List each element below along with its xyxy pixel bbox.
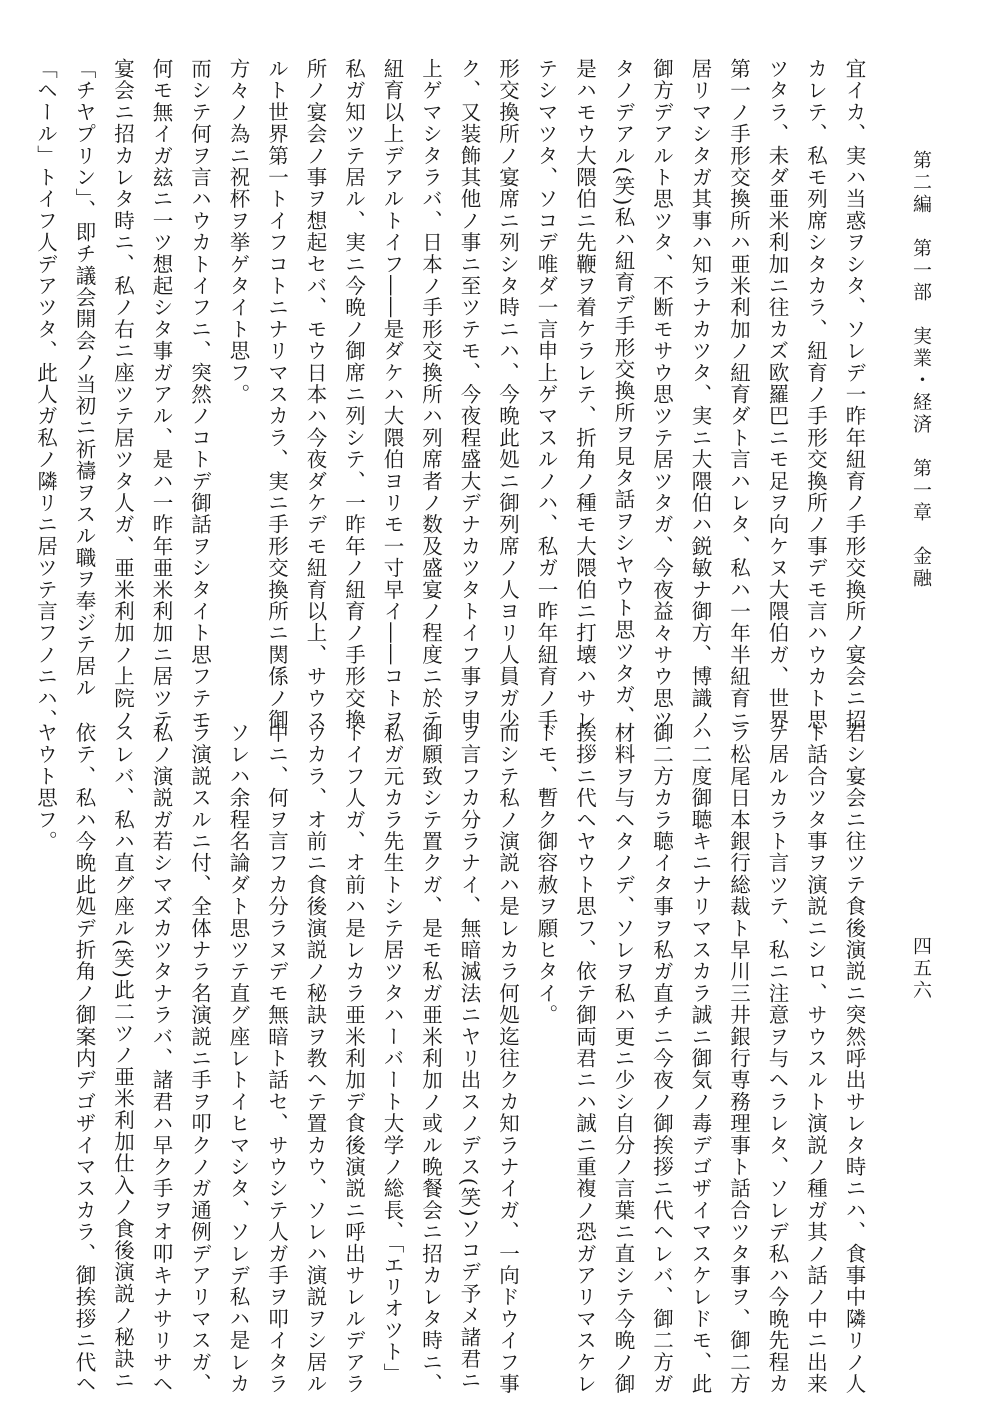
text-line: 御二方カラ聴イタ事ヲ私ガ直チニ今夜ノ御挨拶ニ代ヘレバ、御二方ガ bbox=[649, 722, 674, 1395]
text-line: 御願致シテ置クガ、是モ私ガ亜米利加ノ或ル晩餐会ニ招カレタ時ニ、 bbox=[418, 722, 443, 1395]
text-line: 所ノ宴会ノ事ヲ想起セバ、モウ日本ハ今夜ダケデモ紐育以上、サウス bbox=[303, 58, 327, 731]
text-line: 私ガ元カラ先生トシテ居ツタハーバート大学ノ総長、「エリオツト」 bbox=[380, 722, 404, 1385]
text-line: タノデアル(笑)私ハ紐育デ手形交換所ヲ見タ話ヲシヤウト思ツタガ、 bbox=[611, 58, 635, 728]
text-line: カレテ、私モ列席シタカラ、紐育ノ手形交換所ノ事デモ言ハウカト思 bbox=[803, 58, 828, 731]
text-line: ト話合ツタ事ヲ演説ニシロ、サウスルト演説ノ種ガ其ノ話ノ中ニ出来 bbox=[803, 722, 828, 1395]
text-line: 「ヘール」トイフ人デアツタ、此人ガ私ノ隣リニ居ツテ言フノニハ、 bbox=[33, 58, 58, 731]
text-line: ク、又装飾其他ノ事ニ至ツテモ、今夜程盛大デナカツタトイフ事ヲ申 bbox=[457, 58, 481, 731]
upper-text-block bbox=[33, 58, 873, 731]
text-line: 挨拶ニ代ヘヤウト思フ、依テ御両君ニハ誠ニ重複ノ恐ガアリマスケレ bbox=[572, 722, 597, 1395]
text-line: 依テ、私ハ今晩此処デ折角ノ御案内デゴザイマスカラ、御挨拶ニ代ヘ bbox=[72, 722, 96, 1395]
text-line: ルト世界第一トイフコトニナリマスカラ、実ニ手形交換所ニ関係ノ御 bbox=[264, 58, 289, 731]
text-line: ハ二度御聴キニナリマスカラ誠ニ御気ノ毒デゴザイマスケレドモ、此 bbox=[688, 722, 712, 1395]
text-line: 材料ヲ与ヘタノデ、ソレヲ私ハ更ニ少シ自分ノ言葉ニ直シテ今晩ノ御 bbox=[611, 722, 635, 1395]
text-line: テシマツタ、ソコデ唯ダ一言申上ゲマスルノハ、私ガ一昨年紐育ノ手 bbox=[534, 58, 558, 731]
text-line: 御方デアルト思ツタ、不断モサウ思ツテ居ツタガ、今夜益々サウ思ツ bbox=[649, 58, 674, 731]
lower-text-block bbox=[33, 722, 873, 1395]
text-line: ヲ言フカ分ラナイ、無暗滅法ニヤリ出スノデス(笑)ソコデ予メ諸君ニ bbox=[457, 722, 481, 1392]
text-line: 形交換所ノ宴席ニ列シタ時ニハ、今晩此処ニ御列席ノ人ヨリ人員ガ少 bbox=[495, 58, 520, 731]
text-line: 紐育以上デアルトイフ――是ダケハ大隈伯ヨリモ一寸早イ――コトヲ bbox=[380, 58, 404, 731]
text-line: 居リマシタガ其事ハ知ラナカツタ、実ニ大隈伯ハ鋭敏ナ御方、博識ノ bbox=[688, 58, 712, 731]
text-line: 私ガ知ツテ居ル、実ニ今晩ノ御席ニ列シテ、一昨年ノ紐育ノ手形交換 bbox=[341, 58, 366, 731]
text-line: 宴会ニ招カレタ時ニ、私ノ右ニ座ツテ居ツタ人ガ、亜米利加ノ上院ノ bbox=[110, 58, 135, 731]
text-line: ドモ、暫ク御容赦ヲ願ヒタイ。 bbox=[534, 722, 558, 1026]
text-line: トイフ人ガ、オ前ハ是レカラ亜米利加デ食後演説ニ呼出サレルデアラ bbox=[341, 722, 366, 1395]
text-line: 中ニ、何ヲ言フカ分ラヌデモ無暗ト話セ、サウシテ人ガ手ヲ叩イタラ bbox=[264, 722, 289, 1395]
text-line: 方々ノ為ニ祝杯ヲ挙ゲタイト思フ。 bbox=[226, 58, 250, 406]
text-line: 宜イカ、実ハ当惑ヲシタ、ソレデ一昨年紐育ノ手形交換所ノ宴会ニ招 bbox=[842, 58, 866, 731]
text-line: 若シ宴会ニ往ツテ食後演説ニ突然呼出サレタ時ニハ、食事中隣リノ人 bbox=[842, 722, 866, 1395]
text-line: ソレハ余程名論ダト思ツテ直グ座レトイヒマシタ、ソレデ私ハ是レカ bbox=[226, 722, 250, 1395]
text-line: 何モ無イガ玆ニ一ツ想起シタ事ガアル、是ハ一昨年亜米利加ニ居ツテ bbox=[149, 58, 173, 731]
page-number: 四五六 bbox=[910, 936, 932, 1002]
text-line: 第一ノ手形交換所ハ亜米利加ノ紐育ダト言ハレタ、私ハ一年半紐育ニ bbox=[726, 58, 751, 731]
text-line: ラ演説スルニ付、全体ナラ名演説ニ手ヲ叩クノガ通例デアリマスガ、 bbox=[187, 722, 212, 1395]
text-line: 私ノ演説ガ若シマズカツタナラバ、諸君ハ早ク手ヲオ叩キナサリサヘ bbox=[149, 722, 173, 1395]
text-line: 上ゲマシタラバ、日本ノ手形交換所ハ列席者ノ数及盛宴ノ程度ニ於テ bbox=[418, 58, 443, 731]
text-line: 而シテ何ヲ言ハウカトイフニ、突然ノコトデ御話ヲシタイト思フテモ bbox=[187, 58, 212, 731]
text-line: ツタラ、未ダ亜米利加ニ往カズ欧羅巴ニモ足ヲ向ケヌ大隈伯ガ、世界 bbox=[765, 58, 789, 731]
text-line: テ居ルカラト言ツテ、私ニ注意ヲ与ヘラレタ、ソレデ私ハ今晩先程カ bbox=[765, 722, 789, 1395]
text-line: 「チヤプリン」、即チ議会開会ノ当初ニ祈禱ヲスル職ヲ奉ジテ居ル bbox=[72, 58, 96, 699]
text-line: 而シテ私ノ演説ハ是レカラ何処迄往クカ知ラナイガ、一向ドウイフ事 bbox=[495, 722, 520, 1395]
text-line: スレバ、私ハ直グ座ル(笑)此二ツノ亜米利加仕入ノ食後演説ノ秘訣ニ bbox=[110, 722, 135, 1392]
text-line: 是ハモウ大隈伯ニ先鞭ヲ着ケラレテ、折角ノ種モ大隈伯ニ打壊ハサレ bbox=[572, 58, 597, 731]
text-line: ヤウト思フ。 bbox=[33, 722, 58, 853]
running-header: 第二編 第一部 実業・経済 第一章 金融 bbox=[910, 150, 932, 590]
text-line: ラ松尾日本銀行総裁ト早川三井銀行専務理事ト話合ツタ事ヲ、御二方 bbox=[726, 722, 751, 1395]
text-line: ウカラ、オ前ニ食後演説ノ秘訣ヲ教ヘテ置カウ、ソレハ演説ヲシ居ル bbox=[303, 722, 327, 1395]
